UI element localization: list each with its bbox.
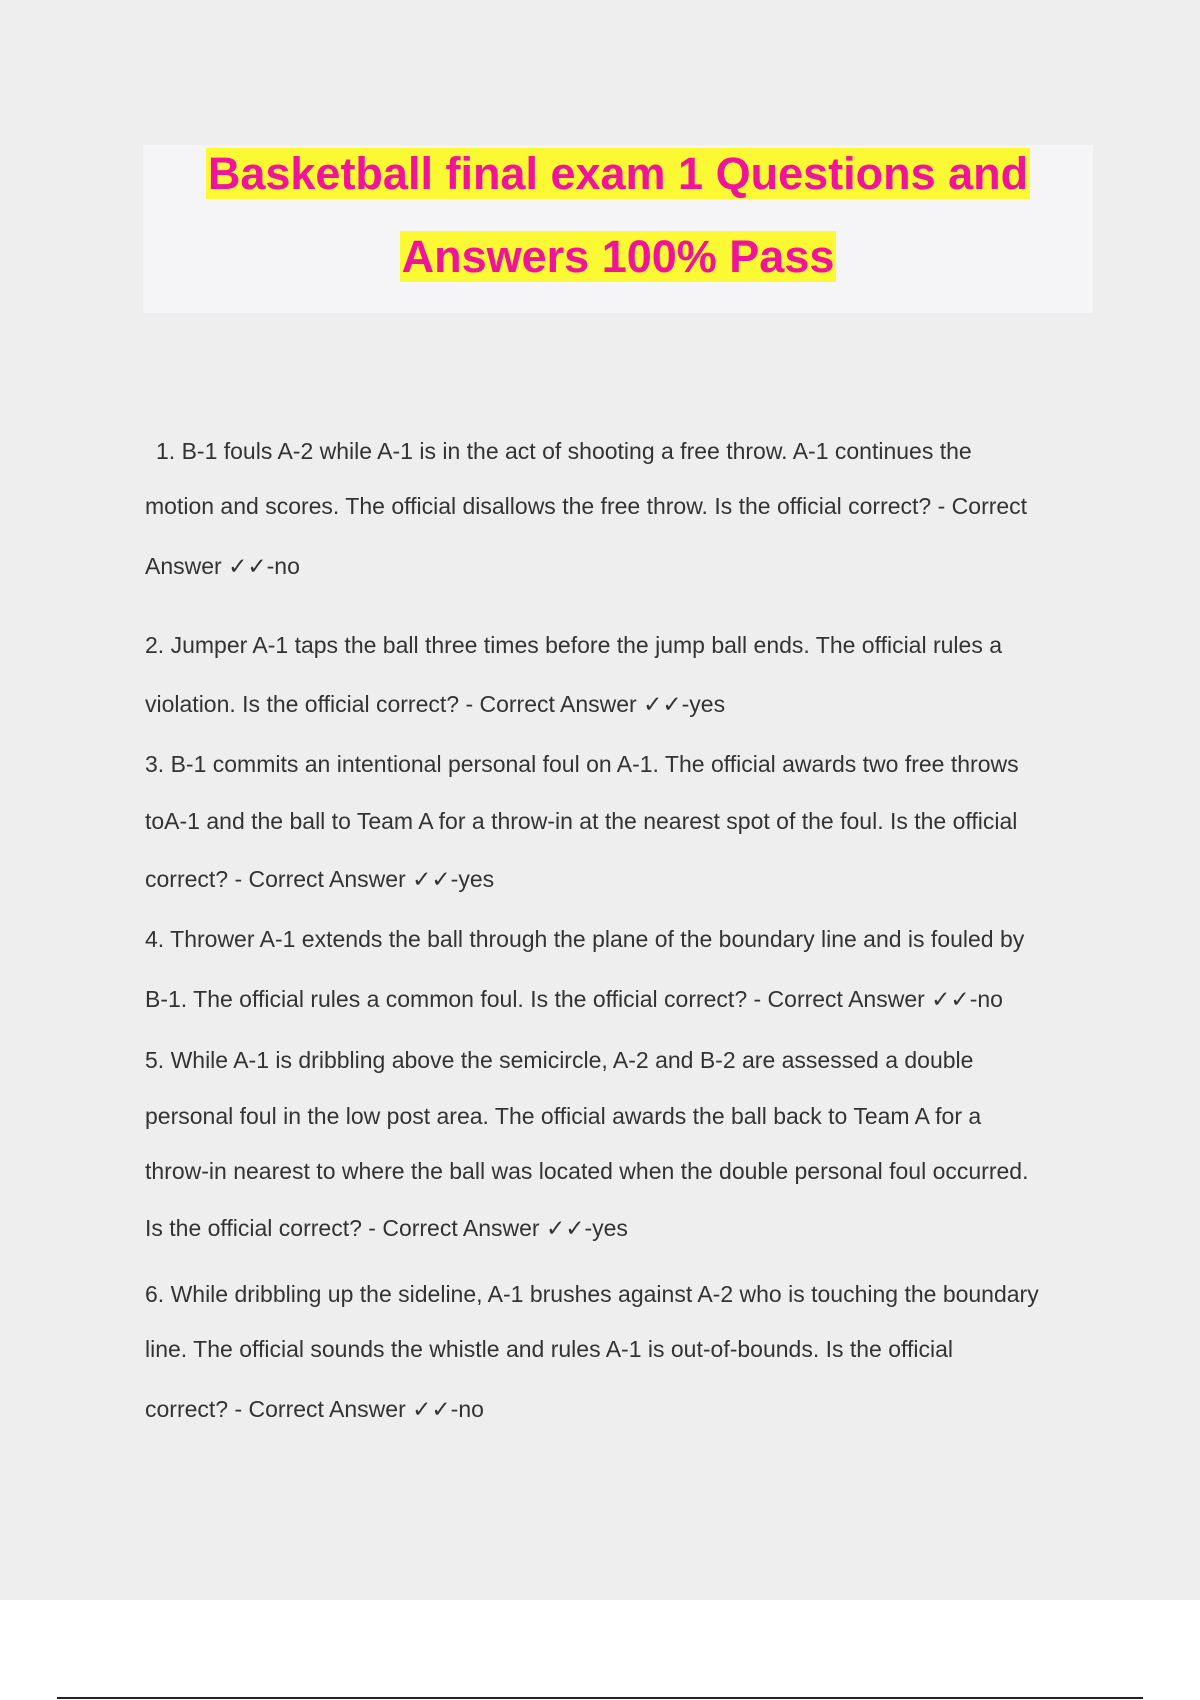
question-line: 2. Jumper A-1 taps the ball three times before the jump ball ends. The official rules a (145, 632, 1003, 658)
answer-line: Is the official correct? - Correct Answer ✓✓-yes (145, 1215, 628, 1241)
answer-line: correct? - Correct Answer ✓✓-no (145, 1396, 484, 1422)
answer-line: violation. Is the official correct? - Correct Answer ✓✓-yes (145, 691, 726, 717)
question-line: 4. Thrower A-1 extends the ball through the plane of the boundary line and is fouled by (145, 926, 1025, 952)
question-line: personal foul in the low post area. The official awards the ball back to Team A for a (145, 1103, 982, 1129)
question-line: motion and scores. The official disallows the free throw. Is the official correct? - Correct (145, 493, 1028, 519)
page-title-line-1 (143, 145, 1093, 203)
title-highlight: Answers 100% Pass (401, 231, 835, 282)
question-line: 1. B-1 fouls A-2 while A-1 is in the act of shooting a free throw. A-1 continues the (156, 438, 972, 464)
page-title-line-2 (143, 228, 1093, 286)
answer-line: B-1. The official rules a common foul. Is the official correct? - Correct Answer ✓✓-no (145, 986, 1003, 1012)
answer-line: Answer ✓✓-no (145, 553, 300, 579)
answer-line: correct? - Correct Answer ✓✓-yes (145, 866, 495, 892)
question-line: toA-1 and the ball to Team A for a throw-in at the nearest spot of the foul. Is the official (145, 808, 1018, 834)
question-line: 5. While A-1 is dribbling above the semicircle, A-2 and B-2 are assessed a double (145, 1047, 974, 1073)
title-highlight: Basketball final exam 1 Questions and (207, 148, 1029, 199)
question-line: 3. B-1 commits an intentional personal foul on A-1. The official awards two free throws (145, 751, 1019, 777)
question-line: 6. While dribbling up the sideline, A-1 brushes against A-2 who is touching the boundary (145, 1281, 1039, 1307)
question-line: line. The official sounds the whistle and rules A-1 is out-of-bounds. Is the official (145, 1336, 954, 1362)
footer-divider (57, 1697, 1143, 1699)
question-line: throw-in nearest to where the ball was located when the double personal foul occurred. (145, 1158, 1029, 1184)
